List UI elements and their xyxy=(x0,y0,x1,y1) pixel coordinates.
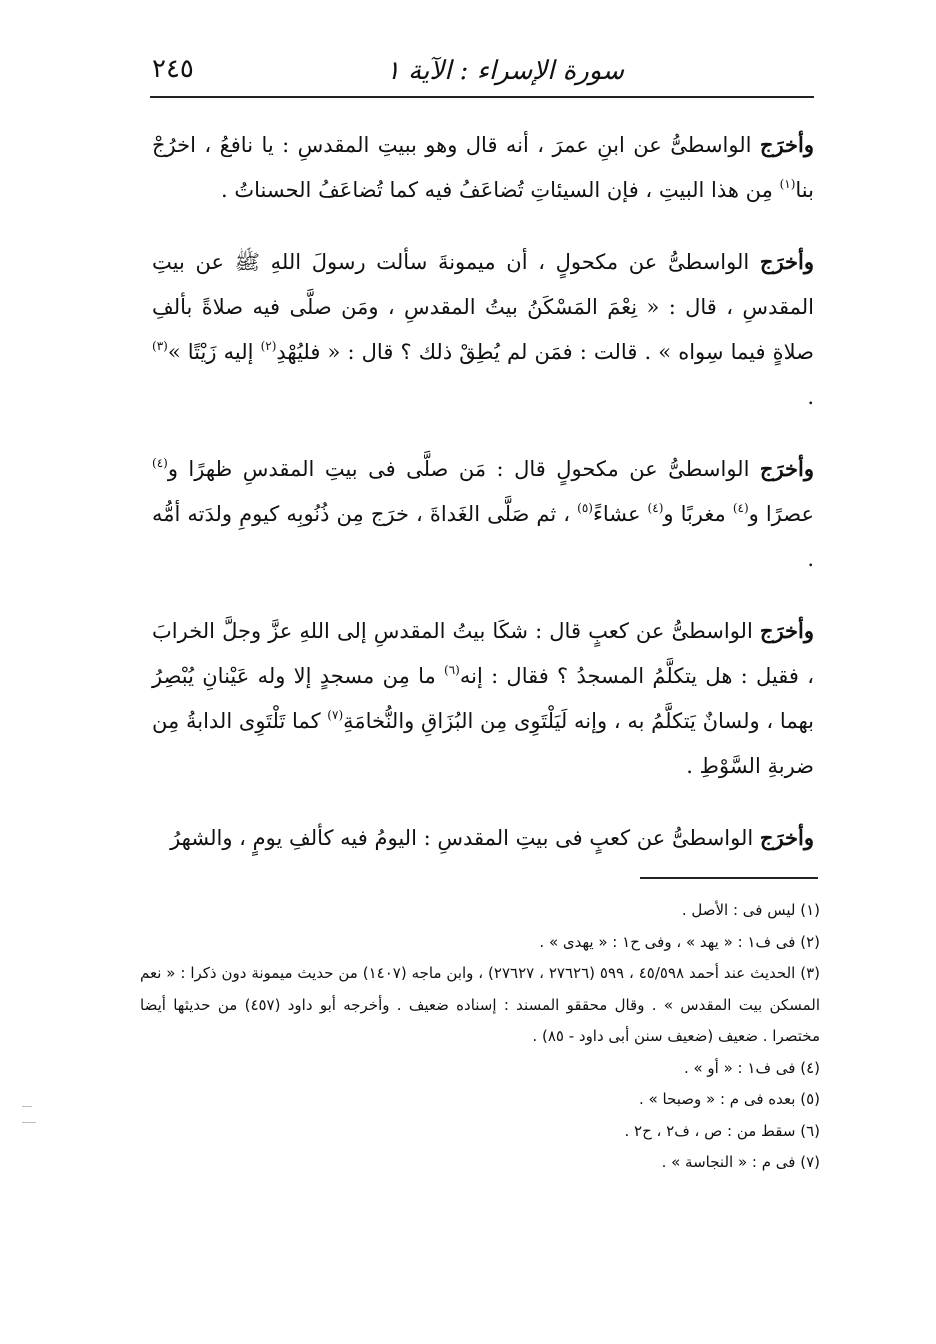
footnote-marker: (١) xyxy=(779,177,796,191)
running-header xyxy=(150,52,814,92)
paragraph-lead-word: وأخرَج xyxy=(759,618,814,643)
text-segment: كما تَلْتَوِى الدابةُ مِن ضربةِ السَّوْطِ . xyxy=(152,709,814,778)
footnote-marker: (٧) xyxy=(327,708,344,722)
footnote-marker: (٥) xyxy=(577,501,593,515)
paragraph-lead-word: وأخرَج xyxy=(759,249,814,274)
text-segment: . xyxy=(807,385,814,409)
footnote-marker: (٤) xyxy=(152,456,168,470)
footnote-marker: (٤) xyxy=(732,501,749,515)
text-segment: الواسطىُّ عن ابنِ عمرَ ، أنه قال وهو ببيتِ المقدسِ : يا نافعُ ، اخرُجْ بنا xyxy=(152,133,814,202)
text-segment: الواسطىُّ عن مكحولٍ ، أن ميمونةَ سألت رسولَ اللهِ ﷺ عن بيتِ المقدسِ ، قال : « نِعْمَ المَسْكَنُ بيتُ المقدسِ ، ومَن صلَّى فيه صلاةً بألفِ صلاةٍ فيما سِواه » . قالت : فمَن لم يُطِقْ ذلك ؟ قال : « فليُهْدِ xyxy=(152,250,814,364)
page-number: ٢٤٥ xyxy=(152,54,194,84)
text-segment: ما مِن مسجدٍ إلا وله عَيْنانِ يُبْصِرُ بهما ، ولسانٌ يَتكلَّمُ به ، وإنه لَيَلْتَوِى مِن البُزَاقِ والنُّخامَةِ xyxy=(152,664,814,733)
paragraph-lead-word: وأخرَج xyxy=(759,132,814,157)
margin-mark xyxy=(22,1106,32,1107)
footnote-item: (٦) سقط من : ص ، ف٢ ، ح٢ . xyxy=(624,1121,820,1140)
running-title: سورة الإسراء : الآية ١ xyxy=(385,56,624,86)
paragraph-lead-word: وأخرَج xyxy=(759,825,814,850)
footnote-marker: (٤) xyxy=(647,501,664,515)
footnote-item: (٧) فى م : « النجاسة » . xyxy=(661,1153,820,1171)
text-segment: عصرًا و xyxy=(748,502,815,526)
main-text xyxy=(152,122,814,887)
text-segment: عشاءً xyxy=(592,502,648,526)
text-segment: الواسطىُّ عن كعبٍ قال : شكَا بيتُ المقدسِ إلى اللهِ عزَّ وجلَّ الخرابَ ، فقيل : هل يتكلَّمُ المسجدُ ؟ فقال : إنه xyxy=(152,619,814,688)
text-segment: الواسطىُّ عن كعبٍ فى بيتِ المقدسِ : اليومُ فيه كألفِ يومٍ ، والشهرُ xyxy=(170,826,760,850)
paragraph xyxy=(152,239,814,420)
paragraph xyxy=(152,446,814,582)
footnote-item: (٣) الحديث عند أحمد ٤٥/٥٩٨ ، ٥٩٩ (٢٧٦٢٦ ، ٢٧٦٢٧) ، وابن ماجه (١٤٠٧) من حديث ميمونة دون ذكرا : « نعم المسكن بيت المقدس » . وقال محققو المسند : إسناده ضعيف . وأخرجه أبو داود (٤٥٧) من حديثها أيضا مختصرا . ضعيف (ضعيف سنن أبى داود - ٨٥) . xyxy=(140,964,821,1045)
text-segment: مِن هذا البيتِ ، فإن السيئاتِ تُضاعَفُ فيه كما تُضاعَفُ الحسناتُ . xyxy=(221,178,780,202)
footnote-item: (١) ليس فى : الأصل . xyxy=(681,901,820,919)
paragraph-lead-word: وأخرَج xyxy=(759,456,814,481)
paragraph xyxy=(152,122,814,213)
footnote-marker: (٦) xyxy=(444,663,460,677)
text-segment: الواسطىُّ عن مكحولٍ قال : مَن صلَّى فى بيتِ المقدسِ ظهرًا و xyxy=(167,457,760,481)
footnote-marker: (٣) xyxy=(152,339,168,353)
text-segment: ، ثم صَلَّى الغَداةَ ، خرَج مِن ذُنُوبِه كيومِ ولدَته أمُّه . xyxy=(152,502,814,571)
text-segment: إليه زَيْتًا » xyxy=(167,340,261,364)
footnote-marker: (٢) xyxy=(260,339,277,353)
margin-mark xyxy=(22,1122,36,1123)
footnote-item: (٢) فى ف١ : « يهد » ، وفى ح١ : « يهدى » . xyxy=(539,932,820,951)
paragraph xyxy=(152,815,814,861)
footnotes xyxy=(140,895,820,1179)
header-rule xyxy=(150,96,814,98)
footnote-item: (٥) بعده فى م : « وصبحا » . xyxy=(639,1090,820,1108)
paragraph xyxy=(152,608,814,789)
text-segment: مغربًا و xyxy=(663,502,733,526)
footnote-item: (٤) فى ف١ : « أو » . xyxy=(683,1058,820,1077)
footnote-separator xyxy=(640,877,818,879)
